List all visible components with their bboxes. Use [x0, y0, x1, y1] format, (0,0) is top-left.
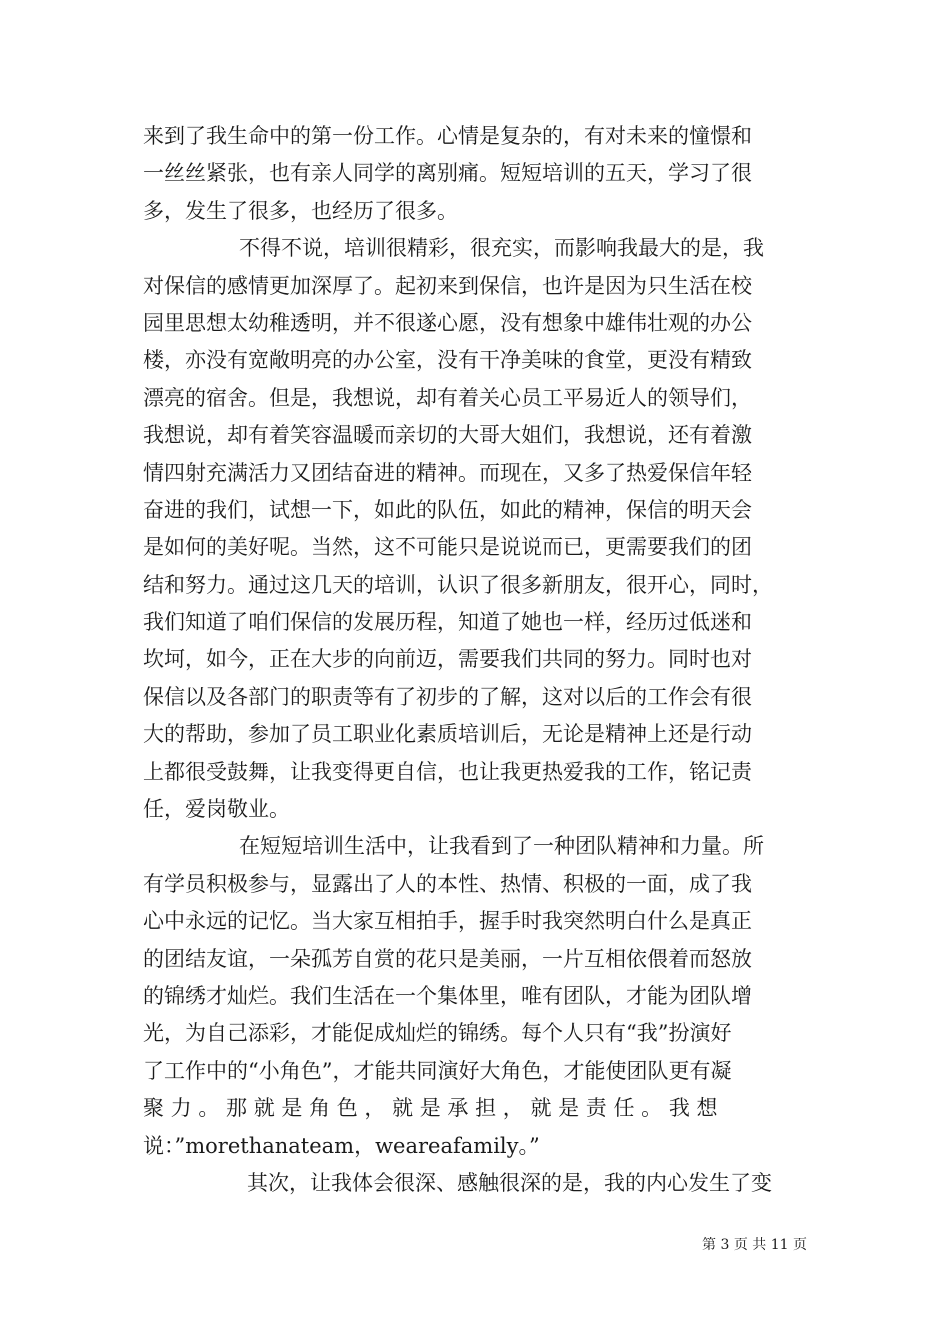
paragraph-start-line: 其次，让我体会很深、感触很深的是，我的内心发生了变	[247, 1170, 772, 1195]
text-line: 说：”morethanateam，weareafamily。”	[143, 1133, 540, 1158]
text-line: 聚 力 。 那 就 是 角 色 ， 就 是 承 担 ， 就 是 责 任 。 我 想	[143, 1096, 718, 1121]
text-line: 我们知道了咱们保信的发展历程，知道了她也一样，经历过低迷和	[143, 610, 752, 635]
text-line: 来到了我生命中的第一份工作。心情是复杂的，有对未来的憧憬和	[143, 124, 752, 148]
text-line: 对保信的感情更加深厚了。起初来到保信，也许是因为只生活在校	[143, 273, 752, 298]
text-line: 情四射充满活力又团结奋进的精神。而现在，又多了热爱保信年轻	[143, 460, 752, 485]
text-line: 我想说，却有着笑容温暖而亲切的大哥大姐们，我想说，还有着激	[143, 423, 752, 448]
text-line: 的锦绣才灿烂。我们生活在一个集体里，唯有团队，才能为团队增	[143, 983, 752, 1008]
text-line: 结和努力。通过这几天的培训，认识了很多新朋友，很开心，同时，	[143, 572, 773, 597]
paragraph-start-line: 不得不说，培训很精彩，很充实，而影响我最大的是，我	[239, 236, 764, 261]
text-line: 多，发生了很多，也经历了很多。	[143, 198, 458, 223]
page-number-footer: 第 3 页 共 11 页	[702, 1237, 807, 1253]
text-line: 光，为自己添彩，才能促成灿烂的锦绣。每个人只有“我”扮演好	[143, 1021, 732, 1046]
text-line: 保信以及各部门的职责等有了初步的了解，这对以后的工作会有很	[143, 684, 752, 709]
text-line: 坎坷，如今，正在大步的向前迈，需要我们共同的努力。同时也对	[143, 647, 752, 672]
text-line: 奋进的我们，试想一下，如此的队伍，如此的精神，保信的明天会	[143, 497, 752, 522]
text-line: 任，爱岗敬业。	[143, 797, 290, 822]
text-line: 一丝丝紧张，也有亲人同学的离别痛。短短培训的五天，学习了很	[143, 161, 752, 186]
text-line: 的团结友谊，一朵孤芳自赏的花只是美丽，一片互相依偎着而怒放	[143, 946, 752, 971]
text-line: 漂亮的宿舍。但是，我想说，却有着关心员工平易近人的领导们，	[143, 385, 752, 410]
body-text	[143, 118, 807, 1202]
paragraph-start-line: 在短短培训生活中，让我看到了一种团队精神和力量。所	[239, 834, 764, 859]
text-line: 上都很受鼓舞，让我变得更自信，也让我更热爱我的工作，铭记责	[143, 759, 752, 784]
text-line: 了工作中的“小角色”，才能共同演好大角色，才能使团队更有凝	[143, 1058, 732, 1083]
text-line: 心中永远的记忆。当大家互相拍手，握手时我突然明白什么是真正	[143, 909, 752, 934]
text-line: 大的帮助，参加了员工职业化素质培训后，无论是精神上还是行动	[143, 722, 752, 747]
text-line: 园里思想太幼稚透明，并不很遂心愿，没有想象中雄伟壮观的办公	[143, 310, 752, 335]
text-line: 是如何的美好呢。当然，这不可能只是说说而已，更需要我们的团	[143, 535, 752, 560]
text-line: 楼，亦没有宽敞明亮的办公室，没有干净美味的食堂，更没有精致	[143, 348, 752, 373]
text-line: 有学员积极参与，显露出了人的本性、热情、积极的一面，成了我	[143, 871, 752, 896]
